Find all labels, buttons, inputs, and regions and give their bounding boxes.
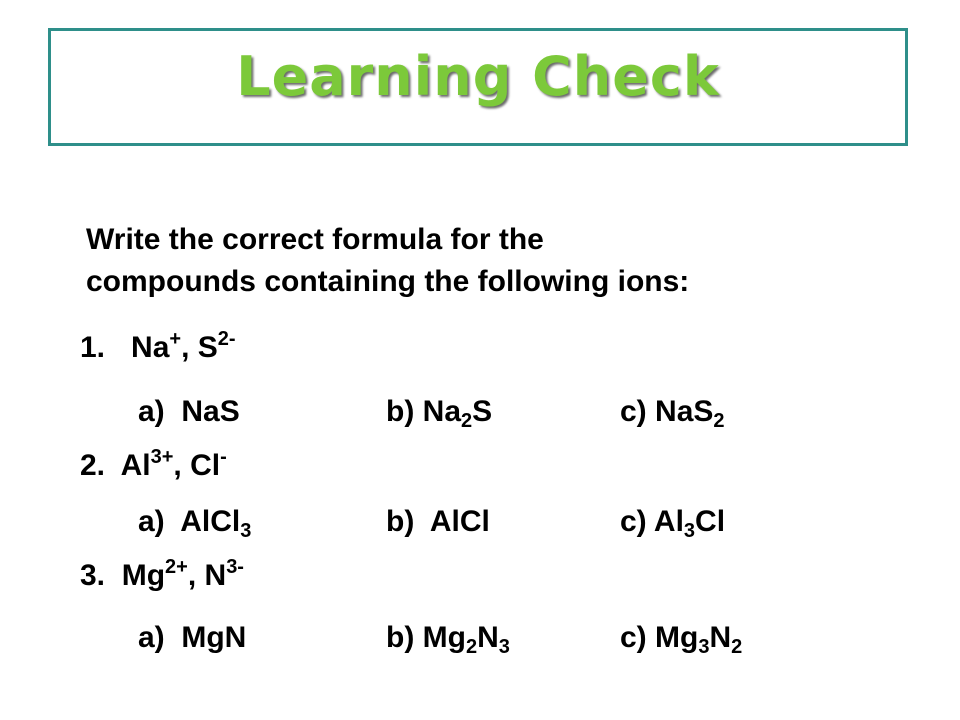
ion-symbol: Al	[120, 449, 151, 482]
ion-charge: -	[220, 446, 227, 468]
subscript: 2	[466, 636, 478, 658]
formula: AlCl	[429, 505, 490, 538]
subscript: 2	[713, 410, 725, 432]
formula: Al	[653, 505, 684, 538]
formula: AlCl	[180, 505, 241, 538]
formula: NaS	[181, 395, 240, 428]
ion-symbol: Na	[131, 331, 170, 364]
ion-symbol: Cl	[190, 449, 221, 482]
option-3a[interactable]	[138, 620, 246, 656]
option-1b[interactable]	[386, 394, 492, 430]
question-2-ions: 2. $Al^{3+}$, Cl-	[80, 446, 227, 482]
option-label: a)	[138, 621, 165, 654]
option-label: b)	[386, 395, 415, 428]
ion-charge: 2-	[217, 328, 236, 350]
ion-charge: 2+	[165, 556, 188, 578]
option-2c[interactable]	[620, 504, 725, 540]
ion-symbol: Mg	[121, 559, 166, 592]
question-1-ions: 1. Na+, $S^{2-}$	[80, 328, 236, 364]
option-1c[interactable]	[620, 394, 725, 430]
subscript: 2	[461, 410, 473, 432]
option-2a[interactable]	[138, 504, 251, 540]
option-label: c)	[620, 395, 647, 428]
option-3c[interactable]	[620, 620, 742, 656]
option-2b[interactable]	[386, 504, 490, 540]
formula: NaS	[655, 395, 714, 428]
question-3-ions: 3. $Mg^{2+}$, $N^{3-}$	[80, 556, 244, 592]
instruction-line-2: compounds containing the following ions:	[86, 265, 690, 298]
formula: Mg	[422, 621, 466, 654]
formula: Cl	[695, 505, 726, 538]
option-label: c)	[620, 505, 647, 538]
option-label: a)	[138, 505, 165, 538]
ion-charge: 3+	[150, 446, 174, 468]
subscript: 3	[498, 636, 510, 658]
page-title: Learning Check	[236, 45, 720, 108]
subscript: 3	[683, 520, 696, 542]
subscript: 3	[698, 636, 710, 658]
option-label: b)	[386, 505, 415, 538]
option-3b[interactable]	[386, 620, 510, 656]
instruction-line-1: Write the correct formula for the	[86, 223, 544, 256]
ion-charge: 3-	[226, 556, 244, 578]
option-label: c)	[620, 621, 647, 654]
ion-charge: +	[169, 328, 182, 350]
subscript: 2	[731, 636, 743, 658]
option-1a[interactable]	[138, 394, 240, 430]
formula: S	[472, 395, 493, 428]
ion-symbol: N	[204, 559, 227, 592]
question-number: 1.	[80, 331, 106, 364]
formula: MgN	[181, 621, 247, 654]
title-frame	[48, 28, 908, 146]
formula: N	[709, 621, 732, 654]
option-label: a)	[138, 395, 165, 428]
formula: Na	[422, 395, 462, 428]
ion-symbol: S	[197, 331, 218, 364]
question-number: 3.	[80, 559, 106, 592]
subscript: 3	[240, 520, 252, 542]
formula: N	[477, 621, 499, 654]
question-number: 2.	[80, 449, 106, 482]
formula: Mg	[655, 621, 699, 654]
option-label: b)	[386, 621, 415, 654]
